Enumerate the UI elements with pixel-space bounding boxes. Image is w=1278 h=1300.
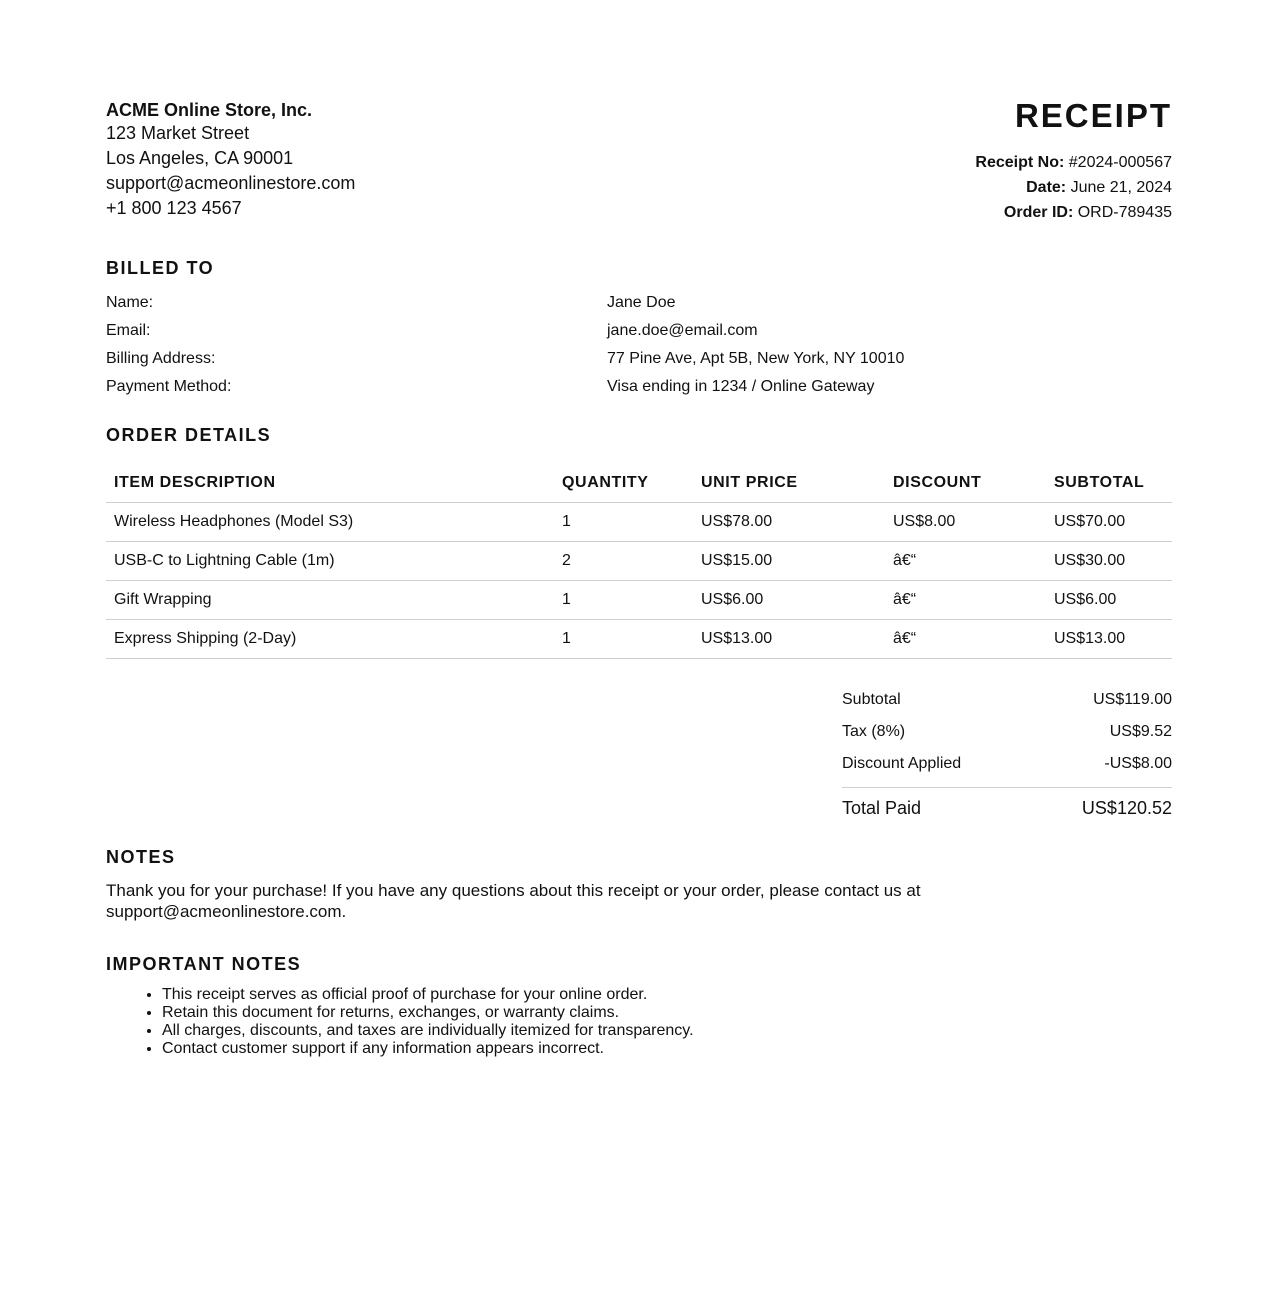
item-subtotal: US$30.00 <box>1046 542 1172 581</box>
item-discount: US$8.00 <box>885 503 1046 542</box>
billed-value: Visa ending in 1234 / Online Gateway <box>607 378 875 395</box>
item-quantity: 2 <box>554 542 693 581</box>
order-items-table <box>106 464 1172 659</box>
item-unit-price: US$15.00 <box>693 542 885 581</box>
list-item: • All charges, discounts, and taxes are individually itemized for transparency. <box>162 1022 1172 1040</box>
item-description: Express Shipping (2-Day) <box>106 620 554 659</box>
table-row <box>106 620 1172 659</box>
company-name: ACME Online Store, Inc. <box>106 100 313 120</box>
order-details-title: ORDER DETAILS <box>106 425 272 445</box>
receipt-order-id <box>975 200 1172 225</box>
billed-row-name <box>106 289 1172 317</box>
billed-label: Email: <box>106 322 151 339</box>
table-row <box>106 542 1172 581</box>
order-id-value: ORD-789435 <box>1077 204 1172 221</box>
receipt-date-label: Date: <box>1026 179 1067 196</box>
list-item: • Contact customer support if any information appears incorrect. <box>162 1040 1172 1058</box>
receipt-meta <box>975 96 1172 225</box>
item-discount: â€“ <box>885 542 1046 581</box>
list-item: • Retain this document for returns, exchanges, or warranty claims. <box>162 1004 1172 1022</box>
billed-label: Billing Address: <box>106 350 216 367</box>
item-unit-price: US$78.00 <box>693 503 885 542</box>
important-notes-section <box>106 952 1172 1058</box>
tax-label: Tax (8%) <box>842 723 906 740</box>
table-row <box>106 503 1172 542</box>
billed-label: Name: <box>106 294 154 311</box>
header-quantity: QUANTITY <box>554 464 693 503</box>
item-discount: â€“ <box>885 581 1046 620</box>
receipt-number <box>975 150 1172 175</box>
header-unit-price: UNIT PRICE <box>693 464 885 503</box>
item-quantity: 1 <box>554 581 693 620</box>
company-street: 123 Market Street <box>106 123 250 143</box>
billed-value: Jane Doe <box>607 294 676 311</box>
notes-text: Thank you for your purchase! If you have any questions about this receipt or your order, please contact us at support@acmeonlinestore.com. <box>106 881 921 921</box>
receipt-number-value: #2024-000567 <box>1068 154 1172 171</box>
billed-to-title: BILLED TO <box>106 258 215 278</box>
receipt-date-value: June 21, 2024 <box>1070 179 1172 196</box>
totals-divider <box>842 787 1172 788</box>
order-id-label: Order ID: <box>1003 204 1074 221</box>
billed-row-address <box>106 345 1172 373</box>
order-details-section <box>106 423 1172 659</box>
billed-row-payment <box>106 373 1172 401</box>
totals-summary <box>842 684 1172 822</box>
item-discount: â€“ <box>885 620 1046 659</box>
total-paid-value: US$120.52 <box>1081 798 1172 818</box>
company-email: support@acmeonlinestore.com <box>106 173 356 193</box>
header-subtotal: SUBTOTAL <box>1046 464 1172 503</box>
billed-to-details <box>106 289 1172 401</box>
billed-label: Payment Method: <box>106 378 232 395</box>
header-item-description: ITEM DESCRIPTION <box>106 464 554 503</box>
item-subtotal: US$13.00 <box>1046 620 1172 659</box>
tax-row <box>842 716 1172 748</box>
company-phone: +1 800 123 4567 <box>106 198 242 218</box>
total-paid-label: Total Paid <box>842 798 922 818</box>
billed-to-section <box>106 256 1172 401</box>
company-city: Los Angeles, CA 90001 <box>106 148 294 168</box>
total-paid-row <box>842 794 1172 822</box>
item-quantity: 1 <box>554 503 693 542</box>
item-description: USB-C to Lightning Cable (1m) <box>106 542 554 581</box>
header-discount: DISCOUNT <box>885 464 1046 503</box>
item-description: Gift Wrapping <box>106 581 554 620</box>
item-description: Wireless Headphones (Model S3) <box>106 503 554 542</box>
table-header-row <box>106 464 1172 503</box>
subtotal-value: US$119.00 <box>1093 691 1172 708</box>
discount-row <box>842 748 1172 780</box>
list-item: • This receipt serves as official proof of purchase for your online order. <box>162 986 1172 1004</box>
receipt-date <box>975 175 1172 200</box>
item-subtotal: US$70.00 <box>1046 503 1172 542</box>
notes-title: NOTES <box>106 847 176 867</box>
item-unit-price: US$6.00 <box>693 581 885 620</box>
item-quantity: 1 <box>554 620 693 659</box>
item-subtotal: US$6.00 <box>1046 581 1172 620</box>
receipt-header <box>106 0 1172 240</box>
receipt-page <box>106 0 1172 1057</box>
subtotal-row <box>842 684 1172 716</box>
important-notes-title: IMPORTANT NOTES <box>106 954 302 974</box>
subtotal-label: Subtotal <box>842 691 901 708</box>
discount-label: Discount Applied <box>842 755 962 772</box>
table-row <box>106 581 1172 620</box>
discount-value: -US$8.00 <box>1104 755 1172 772</box>
billed-value: jane.doe@email.com <box>607 322 758 339</box>
important-notes-list <box>106 986 1172 1058</box>
notes-section <box>106 845 1172 922</box>
billed-row-email <box>106 317 1172 345</box>
item-unit-price: US$13.00 <box>693 620 885 659</box>
company-info <box>106 99 355 221</box>
billed-value: 77 Pine Ave, Apt 5B, New York, NY 10010 <box>607 350 905 367</box>
receipt-number-label: Receipt No: <box>975 154 1065 171</box>
tax-value: US$9.52 <box>1109 723 1172 740</box>
receipt-title: RECEIPT <box>1014 97 1172 134</box>
